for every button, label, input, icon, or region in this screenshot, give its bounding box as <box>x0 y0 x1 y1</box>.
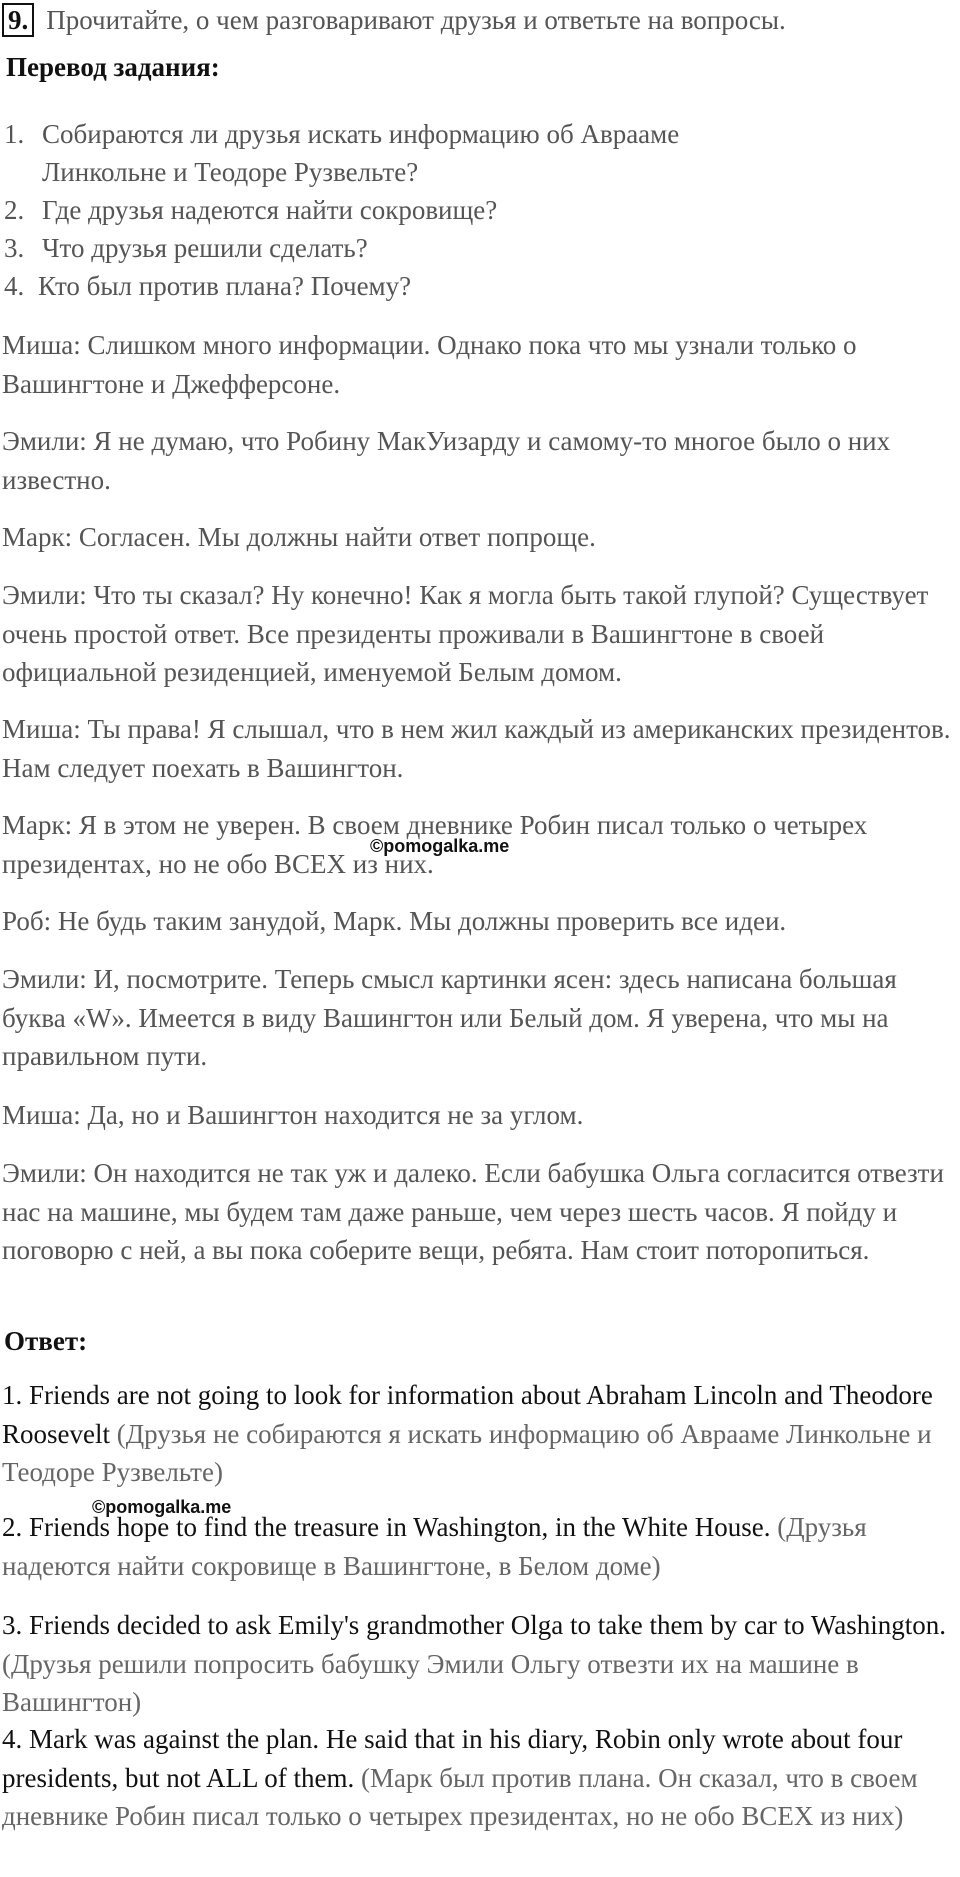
question-item <box>4 115 954 191</box>
question-number: 4. <box>4 271 25 301</box>
answer-russian: (Друзья надеются найти сокровище в Вашингтоне, в Белом доме) <box>2 1512 867 1581</box>
question-list <box>4 115 954 305</box>
dialogue-line: Марк: Я в этом не уверен. В своем дневнике Робин писал только о четырех президентах, но не обо ВСЕХ из них. <box>2 810 868 879</box>
question-item <box>4 191 954 229</box>
task-header <box>2 2 786 38</box>
answer-english: 3. Friends decided to ask Emily's grandmother Olga to take them by car to Washington. <box>2 1610 946 1640</box>
answer-title: Ответ: <box>4 1326 88 1356</box>
dialogue-line: Эмили: Что ты сказал? Ну конечно! Как я могла быть такой глупой? Существует очень простой ответ. Все президенты проживали в Вашингтоне в своей официальной резиденцией, именуемой Белым домом. <box>2 580 929 687</box>
question-number: 3. <box>4 233 25 263</box>
watermark: ©pomogalka.me <box>370 836 510 856</box>
dialogue-line: Эмили: Он находится не так уж и далеко. Если бабушка Ольга согласится отвезти нас на машине, мы будем там даже раньше, чем через шесть часов. Я пойду и поговорю с ней, а вы пока соберите вещи, ребята. Нам стоит поторопиться. <box>2 1158 944 1265</box>
question-text: Где друзья надеются найти сокровище? <box>42 195 498 225</box>
question-item <box>4 229 954 267</box>
question-number: 2. <box>4 195 25 225</box>
answer-russian: (Друзья решили попросить бабушку Эмили Ольгу отвезти их на машине в Вашингтон) <box>2 1648 859 1717</box>
answer-item <box>2 1720 952 1836</box>
answer-russian: (Марк был против плана. Он сказал, что в своем дневнике Робин писал только о четырех президентах, но не обо ВСЕХ из них) <box>2 1762 918 1831</box>
dialogue-line: Эмили: Я не думаю, что Робину МакУизарду и самому-то многое было о них известно. <box>2 426 891 495</box>
watermark: ©pomogalka.me <box>92 1497 232 1517</box>
question-text: Собираются ли друзья искать информацию об Аврааме Линкольне и Теодоре Рузвельте? <box>42 119 680 187</box>
dialogue-line: Миша: Ты права! Я слышал, что в нем жил каждый из американских президентов. Нам следует поехать в Вашингтон. <box>2 714 951 783</box>
question-item <box>4 267 954 305</box>
answer-english: 4. Mark was against the plan. He said that in his diary, Robin only wrote about four presidents, but not ALL of them. <box>2 1724 903 1793</box>
answer-english: 1. Friends are not going to look for information about Abraham Lincoln and Theodore Roosevelt <box>2 1380 933 1449</box>
answer-item <box>2 1508 952 1585</box>
answer-russian: (Друзья не собираются я искать информацию об Аврааме Линкольне и Теодоре Рузвельте) <box>2 1418 932 1487</box>
translation-title: Перевод задания: <box>6 52 220 82</box>
dialogue-line: Роб: Не будь таким занудой, Марк. Мы должны проверить все идеи. <box>2 906 787 936</box>
dialogue-line: Миша: Слишком много информации. Однако пока что мы узнали только о Вашингтоне и Джефферсоне. <box>2 330 857 399</box>
question-number: 1. <box>4 119 25 149</box>
answer-item <box>2 1376 952 1492</box>
dialogue-line: Марк: Согласен. Мы должны найти ответ попроще. <box>2 522 596 552</box>
question-text: Что друзья решили сделать? <box>42 233 368 263</box>
answer-item <box>2 1606 952 1722</box>
task-instruction: Прочитайте, о чем разговаривают друзья и ответьте на вопросы. <box>46 5 786 35</box>
question-text: Кто был против плана? Почему? <box>38 271 412 301</box>
task-number-badge: 9. <box>2 3 34 37</box>
dialogue-line: Миша: Да, но и Вашингтон находится не за углом. <box>2 1100 584 1130</box>
dialogue-line: Эмили: И, посмотрите. Теперь смысл картинки ясен: здесь написана большая буква «W». Имеется в виду Вашингтон или Белый дом. Я уверена, что мы на правильном пути. <box>2 964 897 1071</box>
answer-english: 2. Friends hope to find the treasure in Washington, in the White House. <box>2 1512 771 1542</box>
